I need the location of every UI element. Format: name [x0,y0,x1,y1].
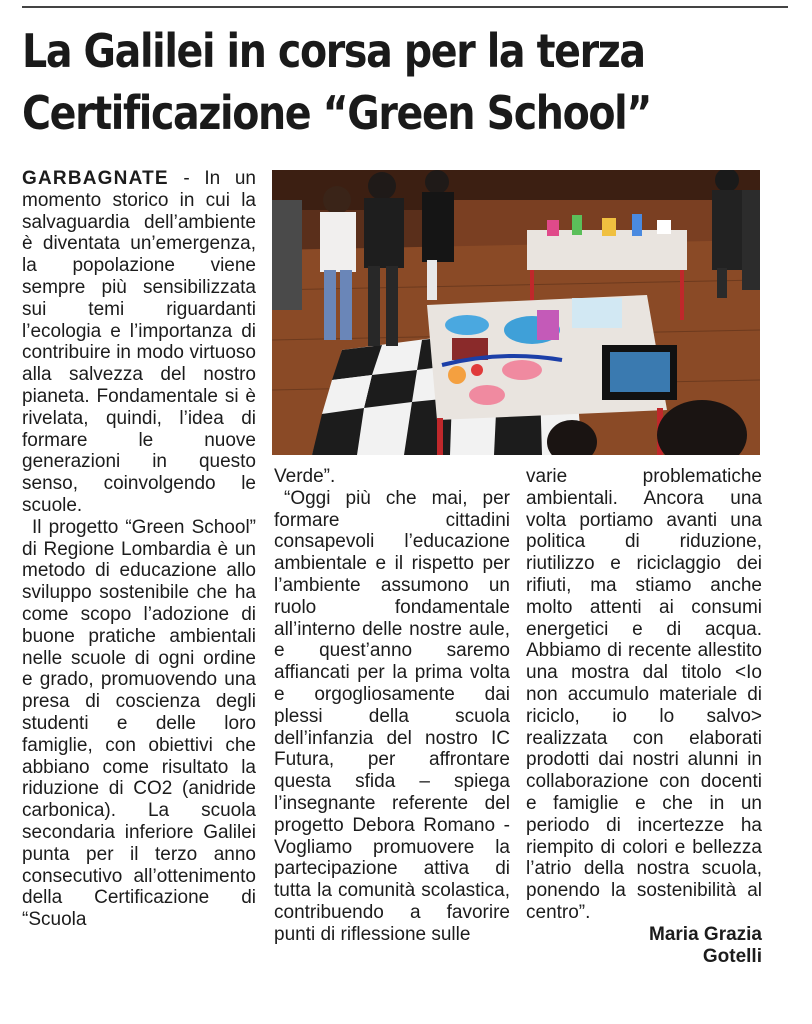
headline-line-2: Certificazione “Green School” [22,86,651,140]
author-signature [526,924,762,968]
headline-line-1: La Galilei in corsa per la terza [22,24,645,78]
headline [22,20,684,144]
paragraph: Il progetto “Green School” di Regione Lombardia è un metodo di educazione allo sviluppo sostenibile che ha come scopo l’adozione di buone pratiche ambientali nelle scuole di ogni ordine e grado, promuovendo una presa di coscienza degli studenti e delle loro famiglie, con obiettivi che abbiano come risultato la riduzione di CO2 (anidride carbonica). La scuola secondaria inferiore Galilei punta per il terzo anno consecutivo all’ottenimento della Certificazione di “Scuola [22,516,256,931]
paragraph: varie problematiche ambientali. Ancora una volta portiamo avanti una politica di riduzione, riutilizzo e riciclaggio dei rifiuti, ma stiamo anche molto attenti ai consumi energetici e di acqua. Abbiamo di recente allestito una mostra dal titolo <Io non accumulo materiale di riciclo, io lo salvo> realizzata con elaborati prodotti dai nostri alunni in collaborazione con docenti e famiglie e che in un periodo di incertezze ha riempito di colori e bellezza l’atrio della nostra scuola, ponendo la sostenibilità al centro”. [526,466,762,923]
dateline: GARBAGNATE [22,168,169,189]
article-column-1 [22,168,256,931]
paragraph [22,168,256,517]
paragraph: “Oggi più che mai, per formare cittadini consapevoli l’educazione ambientale e il rispetto per l’ambiente assumono un ruolo fondamentale all’interno delle nostre aule, e quest’anno saremo affiancati per la prima volta e orgogliosamente dai plessi della scuola dell’infanzia del nostro IC Futura, per affrontare questa sfida – spiega l’insegnante referente del progetto Debora Romano - Vogliamo promuovere la partecipazione attiva di tutta la comunità scolastica, contribuendo a favorire punti di riflessione sulle [274,487,510,945]
author-name-line-1: Maria Grazia [649,923,762,945]
article-column-2 [274,466,510,946]
article-column-3 [526,466,762,968]
top-rule [22,6,788,8]
exhibition-photo [272,170,760,455]
paragraph: Verde”. [274,466,336,487]
author-name-line-2: Gotelli [702,945,762,967]
paragraph-text: - In un momento storico in cui la salvaguardia dell’ambiente è diventata un’emergenza, la popolazione viene sempre più sensibilizzata sui temi riguardanti l’ecologia e l’importanza di contribuire in modo virtuoso alla salvezza del nostro pianeta. Fondamentale si è rivelata, quindi, l’idea di formare le nuove generazioni in questo senso, coinvolgendo le scuole. [22,168,256,516]
article-photo [272,170,760,455]
